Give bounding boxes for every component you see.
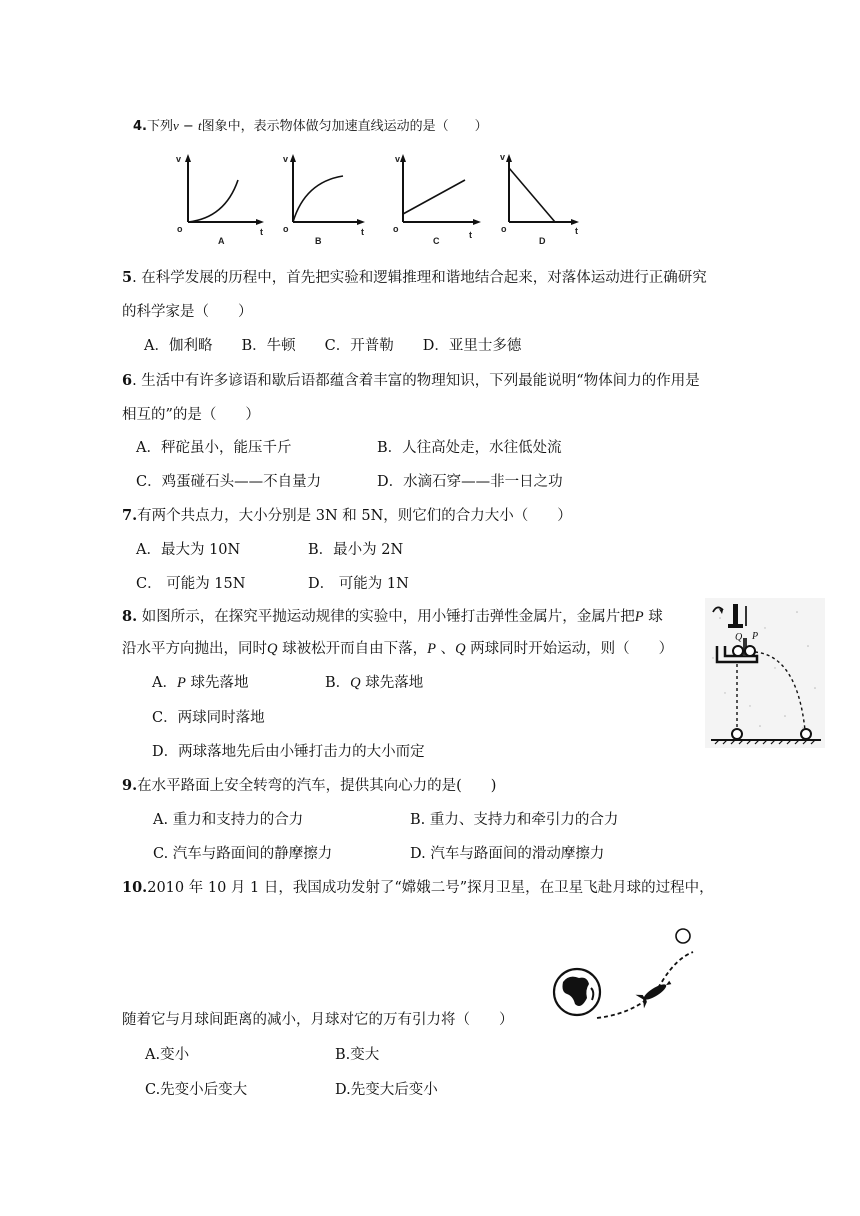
- q5-line2: 的科学家是（ ）: [122, 304, 253, 320]
- q5-options: A．伽利略 B．牛顿 C．开普勒 D．亚里士多德: [144, 338, 522, 354]
- q7-option-b: B．最小为 2N: [308, 542, 404, 558]
- q8-line2-a: 沿水平方向抛出，同时: [122, 641, 267, 657]
- q4-graph-c-option: C: [433, 236, 440, 246]
- q4-graph-c-axis-x: t: [469, 230, 472, 240]
- q4-graph-b-axis-x: t: [361, 227, 364, 237]
- q4-dash: −: [178, 119, 198, 134]
- q4-graph-a: [170, 150, 270, 250]
- q7-stem: [122, 506, 572, 526]
- q8-option-c: C．两球同时落地: [152, 710, 265, 726]
- q4-var-t: t: [197, 118, 202, 133]
- q10-option-d: D.先变大后变小: [335, 1082, 438, 1098]
- q6-number: 6: [122, 372, 133, 389]
- earth-moon-figure: [545, 920, 715, 1030]
- q5-line1: [122, 268, 707, 288]
- q8-option-a-pre: A．: [152, 675, 177, 691]
- q4-graph-b-axis-y: v: [283, 154, 289, 164]
- q5-line1-text: . 在科学发展的历程中，首先把实验和逻辑推理和谐地结合起来，对落体运动进行正确研究: [132, 270, 707, 286]
- q8-var-p: P: [634, 609, 644, 625]
- q10-number: 10.: [122, 879, 148, 896]
- projectile-label-q: Q: [735, 632, 743, 643]
- q8-line2-d: 两球同时开始运动，则（ ）: [465, 641, 674, 657]
- q7-number: 7.: [122, 507, 138, 524]
- q9-option-a: A. 重力和支持力的合力: [153, 812, 304, 828]
- q8-option-b-pre: B．: [325, 675, 351, 691]
- q4-graph-a-axis-x: t: [260, 227, 263, 237]
- q9-option-b: B. 重力、支持力和牵引力的合力: [410, 812, 619, 828]
- q10-option-c: C.先变小后变大: [145, 1082, 248, 1098]
- q8-line1-end: 球: [643, 609, 663, 625]
- q8-option-a-var: P: [176, 675, 186, 691]
- q10-option-b: B.变大: [335, 1047, 380, 1063]
- q7-option-c: C． 可能为 15N: [136, 576, 246, 592]
- q7-option-d: D． 可能为 1N: [308, 576, 409, 592]
- q8-var-q2: Q: [455, 641, 466, 657]
- q10-line1: [122, 878, 714, 898]
- q4-graph-a-axis-y: v: [176, 154, 182, 164]
- q6-line1-text: . 生活中有许多谚语和歇后语都蕴含着丰富的物理知识，下列最能说明“物体间力的作用是: [132, 373, 700, 389]
- q4-graph-d-axis-y: v: [500, 152, 506, 162]
- q4-var-v: v: [173, 118, 179, 133]
- q8-line2-c: 、: [435, 641, 456, 657]
- q8-option-b-var: Q: [350, 675, 361, 691]
- q4-graph-d-origin: o: [501, 224, 507, 234]
- q10-option-a: A.变小: [145, 1047, 190, 1063]
- q10-line1-text: 2010 年 10 月 1 日，我国成功发射了“嫦娥二号”探月卫星，在卫星飞赴月球的过程中，: [147, 880, 714, 896]
- q7-option-a: A．最大为 10N: [136, 542, 241, 558]
- q8-option-d: D．两球落地先后由小锤打击力的大小而定: [152, 744, 425, 760]
- q9-stem-text: 在水平路面上安全转弯的汽车，提供其向心力的是( ): [137, 778, 497, 794]
- q8-option-a: [152, 673, 248, 693]
- q4-graph-c: [385, 150, 485, 250]
- q8-var-p2: P: [427, 641, 436, 657]
- q4-graph-a-origin: o: [177, 224, 183, 234]
- q9-option-c: C. 汽车与路面间的静摩擦力: [153, 846, 333, 862]
- projectile-figure: [705, 598, 825, 748]
- q6-option-c: C．鸡蛋碰石头——不自量力: [136, 474, 322, 490]
- q4-stem: [133, 116, 488, 137]
- q10-line2: 随着它与月球间距离的减小，月球对它的万有引力将（ ）: [122, 1012, 514, 1028]
- q4-stem-before: 下列: [146, 119, 173, 134]
- q7-stem-text: 有两个共点力，大小分别是 3N 和 5N，则它们的合力大小（ ）: [137, 508, 572, 524]
- q6-line1: [122, 371, 700, 391]
- q8-option-a-post: 球先落地: [185, 675, 249, 691]
- q4-graph-d-option: D: [539, 236, 546, 246]
- q4-graph-c-axis-y: v: [395, 154, 401, 164]
- q8-line1: [122, 607, 663, 627]
- q4-graph-d: [495, 150, 595, 250]
- q4-stem-after: 图象中，表示物体做匀加速直线运动的是（ ）: [201, 119, 488, 134]
- q8-line2: [122, 639, 673, 659]
- q6-option-a: A．秤砣虽小，能压千斤: [136, 440, 292, 456]
- q9-number: 9.: [122, 777, 138, 794]
- q6-option-d: D．水滴石穿——非一日之功: [377, 474, 563, 490]
- q8-line2-b: 球被松开而自由下落，: [277, 641, 428, 657]
- q9-option-d: D. 汽车与路面间的滑动摩擦力: [410, 846, 605, 862]
- q4-graph-b: [275, 150, 375, 250]
- q4-graph-b-option: B: [315, 236, 322, 246]
- q8-line1-text: 如图所示，在探究平抛运动规律的实验中，用小锤打击弹性金属片，金属片把: [137, 609, 635, 625]
- q6-line2: 相互的”的是（ ）: [122, 407, 260, 423]
- projectile-label-p: P: [752, 631, 759, 642]
- q5-number: 5: [122, 269, 133, 286]
- q4-graph-a-option: A: [218, 236, 225, 246]
- q6-option-b: B．人往高处走，水往低处流: [377, 440, 562, 456]
- q9-stem: [122, 776, 496, 796]
- q4-graph-d-axis-x: t: [575, 226, 578, 236]
- q8-option-b-post: 球先落地: [360, 675, 424, 691]
- q4-graph-b-origin: o: [283, 224, 289, 234]
- q8-var-q1: Q: [267, 641, 278, 657]
- q8-number: 8.: [122, 608, 138, 625]
- q4-number: 4.: [133, 119, 147, 134]
- q8-option-b: [325, 673, 423, 693]
- q4-graph-c-origin: o: [393, 224, 399, 234]
